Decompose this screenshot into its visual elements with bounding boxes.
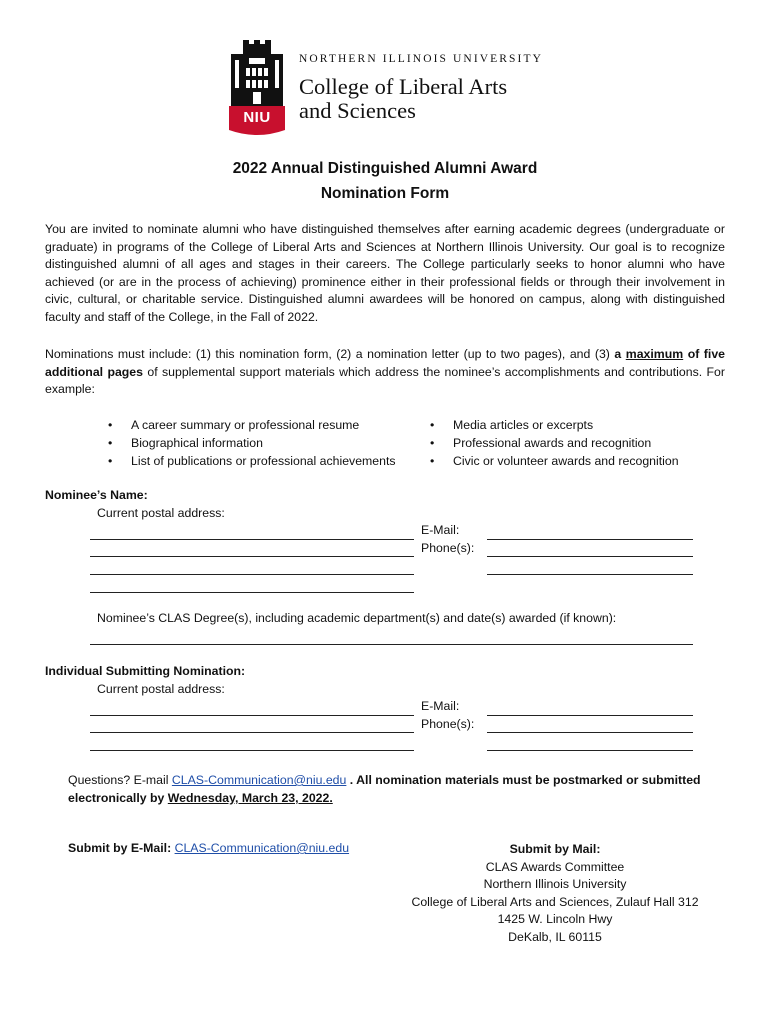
questions-email-link[interactable]: CLAS-Communication@niu.edu xyxy=(171,773,347,787)
submitter-email-label: E-Mail: xyxy=(421,699,460,713)
submitter-postal-line-1[interactable] xyxy=(90,715,414,716)
mail-address-line3: College of Liberal Arts and Sciences, Zulauf Hall 312 xyxy=(411,894,699,909)
list-item: • Media articles or excerpts xyxy=(430,416,679,434)
list-item: • Civic or volunteer awards and recognition xyxy=(430,452,679,470)
requirements-part5: of supplemental support materials which address the nominee’s accomplishments and contributions. For example: xyxy=(45,364,725,397)
form-subtitle: Nomination Form xyxy=(320,185,450,202)
mail-address-line2: Northern Illinois University xyxy=(483,877,627,891)
nominee-phone-line-1[interactable] xyxy=(487,556,693,557)
submitter-heading: Individual Submitting Nomination: xyxy=(45,664,246,678)
submitter-phone-label: Phone(s): xyxy=(421,717,475,731)
submit-mail-label: Submit by Mail: xyxy=(509,842,601,856)
nominee-postal-line-1[interactable] xyxy=(90,539,414,540)
nominee-postal-line-4[interactable] xyxy=(90,592,414,593)
requirements-additional-pages: of five additional pages xyxy=(45,347,725,379)
requirements-part2: a xyxy=(614,347,626,361)
submitter-postal-line-3[interactable] xyxy=(90,750,414,751)
examples-right-list xyxy=(430,416,679,470)
list-item: • List of publications or professional achievements xyxy=(108,452,396,470)
requirements-maximum: maximum xyxy=(625,347,684,361)
nominee-phone-line-2[interactable] xyxy=(487,574,693,575)
requirements-part1: Nominations must include: (1) this nomination form, (2) a nomination letter (up to two pages), and (3) xyxy=(45,347,615,361)
mail-address-line1: CLAS Awards Committee xyxy=(485,859,625,874)
deadline-date: Wednesday, March 23, 2022. xyxy=(167,791,333,805)
submit-email-block xyxy=(68,841,349,855)
questions-deadline-text: . All nomination materials must be postmarked or submitted electronically by xyxy=(68,773,701,805)
nominee-email-label: E-Mail: xyxy=(421,523,460,537)
examples-left-list xyxy=(108,416,396,470)
questions-paragraph xyxy=(68,771,708,807)
nominee-email-line[interactable] xyxy=(487,539,693,540)
submit-email-link[interactable]: CLAS-Communication@niu.edu xyxy=(174,841,350,855)
nominee-postal-line-3[interactable] xyxy=(90,574,414,575)
submit-mail-block xyxy=(405,841,705,946)
mail-address-line5: DeKalb, IL 60115 xyxy=(508,929,602,944)
niu-badge-text: NIU xyxy=(243,109,271,126)
submitter-postal-label: Current postal address: xyxy=(97,682,225,696)
submitter-phone-line-2[interactable] xyxy=(487,750,693,751)
list-item: • Biographical information xyxy=(108,434,396,452)
list-item: • A career summary or professional resume xyxy=(108,416,396,434)
submitter-email-line[interactable] xyxy=(487,715,693,716)
university-name: NORTHERN ILLINOIS UNIVERSITY xyxy=(299,53,544,65)
submitter-phone-line-1[interactable] xyxy=(487,732,693,733)
intro-paragraph xyxy=(45,221,725,327)
nominee-postal-line-2[interactable] xyxy=(90,556,414,557)
mail-address-line4: 1425 W. Lincoln Hwy xyxy=(497,912,613,926)
list-item: • Professional awards and recognition xyxy=(430,434,679,452)
requirements-text xyxy=(45,346,725,399)
nominee-postal-label: Current postal address: xyxy=(97,506,225,520)
nominee-phone-label: Phone(s): xyxy=(421,541,475,555)
intro-text: You are invited to nominate alumni who have distinguished themselves after earning academic degrees (undergraduate or graduate) in programs of the College of Liberal Arts and Sciences at Northern Illinois University. Our goal is to recognize distinguished alumni of all ages and stages in their careers. The College particularly seeks to honor alumni who have achieved (or are in the process of achieving) prominence either in their professional fields or through their involvement in civic, cultural, or charitable service. Distinguished alumni awardees will be honored on campus, along with distinguished faculty and staff of the College, in the Fall of 2022. xyxy=(45,222,725,324)
submit-email-label: Submit by E-Mail: xyxy=(68,841,175,855)
form-title: 2022 Annual Distinguished Alumni Award xyxy=(232,160,538,177)
submitter-postal-line-2[interactable] xyxy=(90,732,414,733)
college-name-line1: College of Liberal Arts xyxy=(299,74,508,99)
questions-prefix: Questions? E-mail xyxy=(68,773,172,787)
college-name-line2: and Sciences xyxy=(299,98,416,123)
requirements-paragraph xyxy=(45,346,725,399)
nominee-degree-label: Nominee’s CLAS Degree(s), including academic department(s) and date(s) awarded (if known): xyxy=(97,611,617,625)
nominee-heading: Nominee’s Name: xyxy=(45,488,148,502)
nominee-degree-line[interactable] xyxy=(90,644,693,645)
